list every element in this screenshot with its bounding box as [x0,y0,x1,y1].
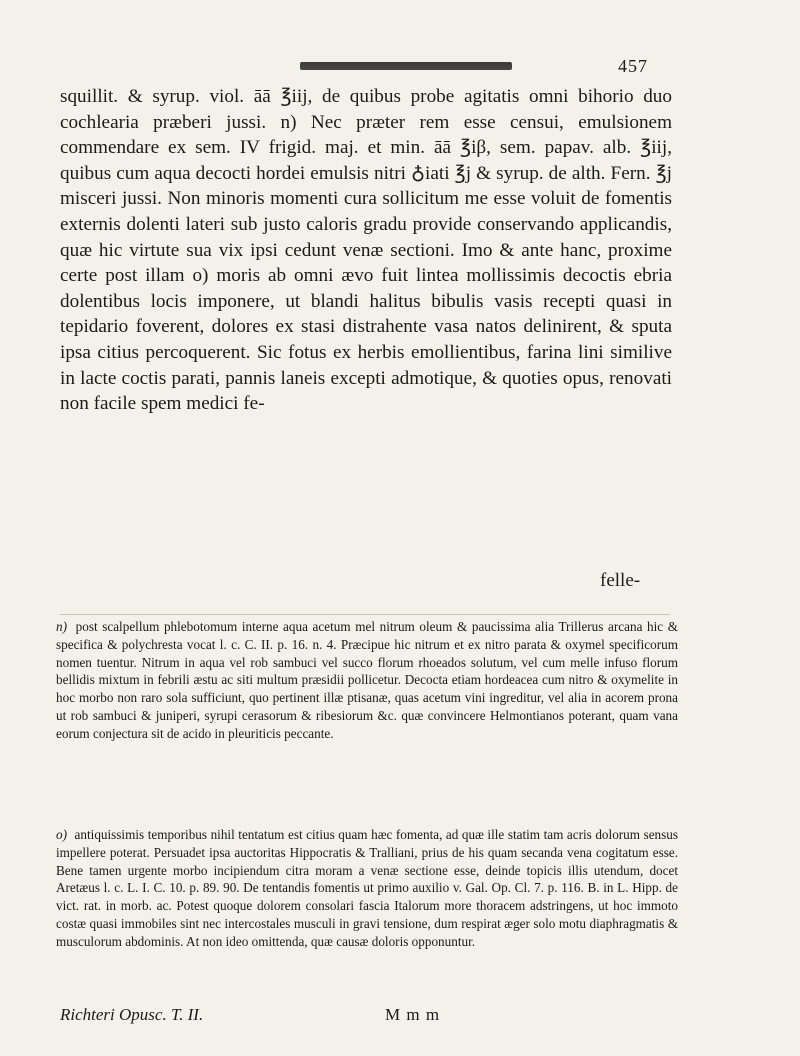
catchword: felle- [600,570,641,591]
footnote-o [56,826,678,951]
signature-title: Richteri Opusc. T. II. [60,1005,204,1024]
footnote-o-marker: o) [56,827,67,842]
footnote-n-text: post scalpellum phlebotomum interne aqua acetum mel nitrum oleum & paucissima alia Trillerus arcana hic & specifica & polychresta vocat l. c. C. II. p. 16. n. 4. Præcipue hic nitrum et ex nitro parata & oxymel specificorum nomen tuentur. Nitrum in aqua vel rob sambuci vel succo florum rhoeados solutum, vel cum melle infuso florum bellidis mixtum in febrili æstu ac siti multum præsidii pollicetur. Decocta etiam hordeacea cum nitro & oxymelite in hoc morbo non raro sola sufficiunt, quo pertinent illæ ptisanæ, quas acetum vini ingreditur, vel alia in acorem prona ut rob sambuci & juniperi, syrupi cerasorum & ribesiorum &c. quæ convincere Helmontianos poterant, quam vana eorum conjectura sit de acido in pleuriticis peccante. [56,619,679,741]
header-ornament-rule [300,62,512,70]
main-text-block [60,84,672,417]
signature-mark: M m m [385,1005,441,1024]
footnote-divider [60,614,670,615]
footnote-n-marker: n) [56,619,67,634]
footnote-o-text: antiquissimis temporibus nihil tentatum est citius quam hæc fomenta, ad quæ ille statim tam acris dolorum sensus impellere poterat. Persuadet ipsa auctoritas Hippocratis & Tralliani, prius de his quam secanda vena cogitatum esse. Bene tamen urgente morbo incipiendum citra moram a venæ sectione esse, deinde topicis illis utendum, docet Aretæus l. c. L. I. C. 10. p. 89. 90. De tentandis fomentis ut primo auxilio v. Gal. Op. Cl. 7. p. 116. B. in L. Hipp. de vict. rat. in morb. ac. Potest quoque dolorem consolari fascia Italorum more thoracem adstringens, ut hoc immoto costæ quasi immobiles sint nec intercostales musculi in gravi tensione, dum respirat æger solo motu diaphragmatis & musculorum abdominis. At non ideo omittenda, quæ causæ doloris opponuntur. [56,827,679,949]
page-number: 457 [618,56,648,76]
body-paragraph: squillit. & syrup. viol. āā ℥iij, de quibus probe agitatis omni bihorio duo cochlearia præberi jussi. n) Nec præter rem esse censui, emulsionem commendare ex sem. IV frigid. maj. et min. āā ℥iβ, sem. papav. alb. ℥iij, quibus cum aqua decocti hordei emulsis nitri ♁iati ℥j & syrup. de alth. Fern. ℥j misceri jussi. Non minoris momenti cura sollicitum me esse voluit de fomentis externis dolenti lateri sub justo caloris gradu provide conservando applicandis, quæ hic virtute sua vix ipsi cedunt venæ sectioni. Imo & ante hanc, proxime certe post illam o) moris ab omni ævo fuit lintea mollissimis decoctis ebria dolentibus locis imponere, ut blandi halitus bibulis vasis recepti quasi in tepidario foverent, dolores ex stasi distrahente vasa natos delinirent, & sputa ipsa citius percoquerent. Sic fotus ex herbis emollientibus, farina lini similive in lacte coctis parati, pannis laneis excepti admotique, & quoties opus, renovati non facile spem medici fe- [60,86,672,415]
footnote-n [56,618,678,743]
